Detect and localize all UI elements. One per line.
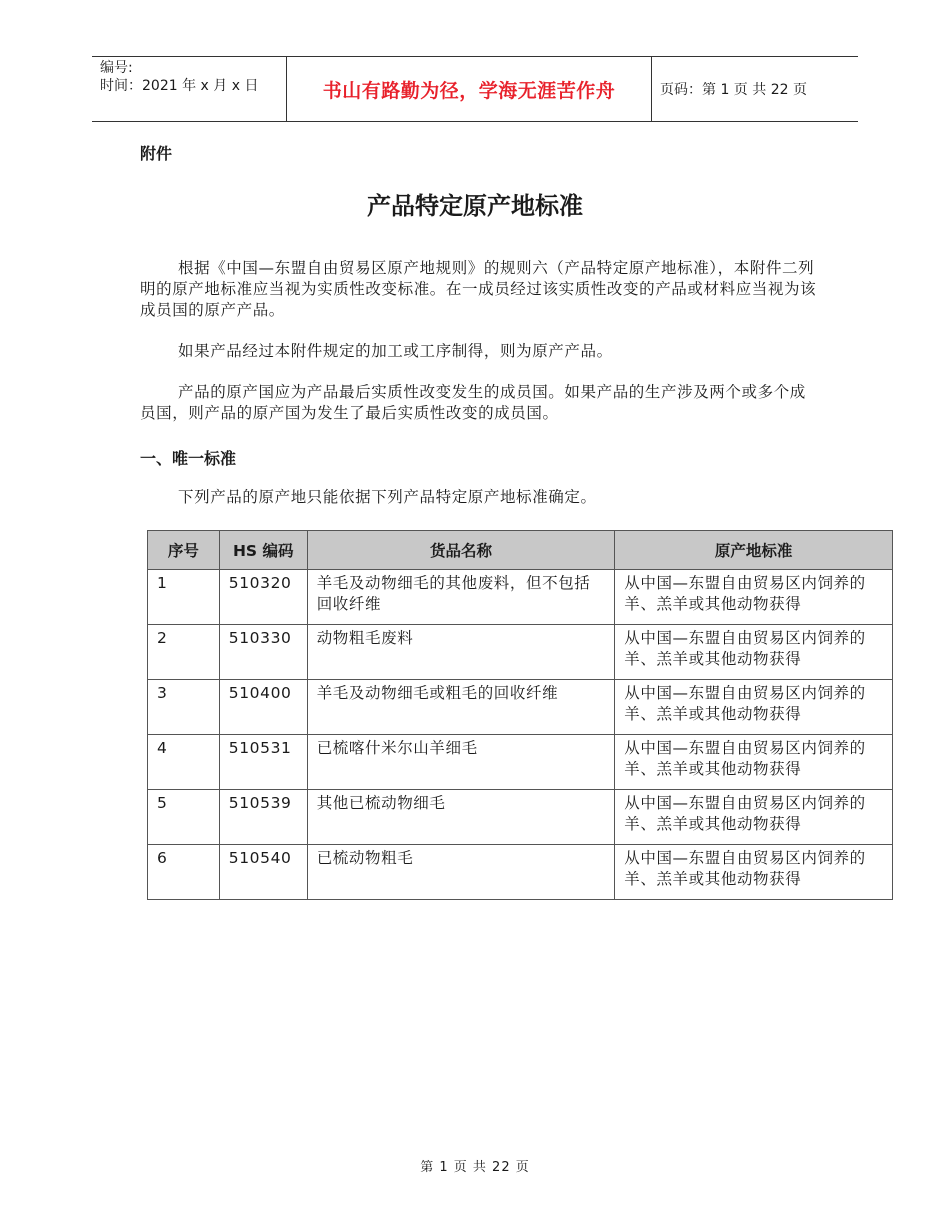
paragraph-origin-country: 产品的原产国应为产品最后实质性改变发生的成员国。如果产品的生产涉及两个或多个成员国，则产品的原产国为发生了最后实质性改变的成员国。: [140, 383, 806, 422]
header-hs-code: HS 编码: [219, 531, 307, 570]
cell-hs-code: 510531: [219, 735, 307, 790]
header-origin-standard: 原产地标准: [615, 531, 893, 570]
cell-no: 5: [148, 790, 220, 845]
header-motto: 书山有路勤为径，学海无涯苦作舟: [286, 57, 652, 121]
document-title: 产品特定原产地标准: [367, 192, 583, 220]
header-product-name: 货品名称: [307, 531, 615, 570]
cell-product-name: 其他已梳动物细毛: [307, 790, 615, 845]
cell-hs-code: 510540: [219, 845, 307, 900]
cell-product-name: 已梳动物粗毛: [307, 845, 615, 900]
page-footer: 第 1 页 共 22 页: [420, 1160, 530, 1175]
table-row: [148, 680, 893, 735]
header-meta: [92, 57, 286, 121]
table-header-row: [148, 531, 893, 570]
header-no: 序号: [148, 531, 220, 570]
cell-product-name: 已梳喀什米尔山羊细毛: [307, 735, 615, 790]
table-row: [148, 625, 893, 680]
cell-product-name: 羊毛及动物细毛的其他废料，但不包括回收纤维: [307, 570, 615, 625]
document-time-label: 时间：2021 年 x 月 x 日: [100, 78, 259, 94]
cell-origin-standard: 从中国—东盟自由贸易区内饲养的羊、羔羊或其他动物获得: [615, 680, 893, 735]
section-intro: 下列产品的原产地只能依据下列产品特定原产地标准确定。: [178, 488, 597, 506]
header-page-info: 页码：第 1 页 共 22 页: [660, 82, 807, 98]
cell-no: 1: [148, 570, 220, 625]
cell-origin-standard: 从中国—东盟自由贸易区内饲养的羊、羔羊或其他动物获得: [615, 735, 893, 790]
cell-origin-standard: 从中国—东盟自由贸易区内饲养的羊、羔羊或其他动物获得: [615, 570, 893, 625]
cell-no: 2: [148, 625, 220, 680]
paragraph-rule-six: 根据《中国—东盟自由贸易区原产地规则》的规则六（产品特定原产地标准），本附件二列明的原产地标准应当视为实质性改变标准。在一成员经过该实质性改变的产品或材料应当视为该成员国的原产产品。: [140, 259, 817, 319]
cell-hs-code: 510539: [219, 790, 307, 845]
section-heading: 一、唯一标准: [140, 449, 237, 468]
cell-hs-code: 510330: [219, 625, 307, 680]
origin-standard-table: [147, 530, 893, 900]
cell-origin-standard: 从中国—东盟自由贸易区内饲养的羊、羔羊或其他动物获得: [615, 790, 893, 845]
cell-no: 4: [148, 735, 220, 790]
cell-origin-standard: 从中国—东盟自由贸易区内饲养的羊、羔羊或其他动物获得: [615, 845, 893, 900]
cell-product-name: 羊毛及动物细毛或粗毛的回收纤维: [307, 680, 615, 735]
table-row: [148, 570, 893, 625]
cell-hs-code: 510320: [219, 570, 307, 625]
document-number-label: 编号:: [100, 60, 133, 76]
cell-product-name: 动物粗毛废料: [307, 625, 615, 680]
cell-origin-standard: 从中国—东盟自由贸易区内饲养的羊、羔羊或其他动物获得: [615, 625, 893, 680]
page-header: [92, 56, 858, 122]
attachment-label: 附件: [140, 144, 173, 163]
table-row: [148, 790, 893, 845]
cell-hs-code: 510400: [219, 680, 307, 735]
cell-no: 3: [148, 680, 220, 735]
table-row: [148, 845, 893, 900]
cell-no: 6: [148, 845, 220, 900]
paragraph-processing: 如果产品经过本附件规定的加工或工序制得，则为原产产品。: [178, 342, 613, 360]
table-row: [148, 735, 893, 790]
